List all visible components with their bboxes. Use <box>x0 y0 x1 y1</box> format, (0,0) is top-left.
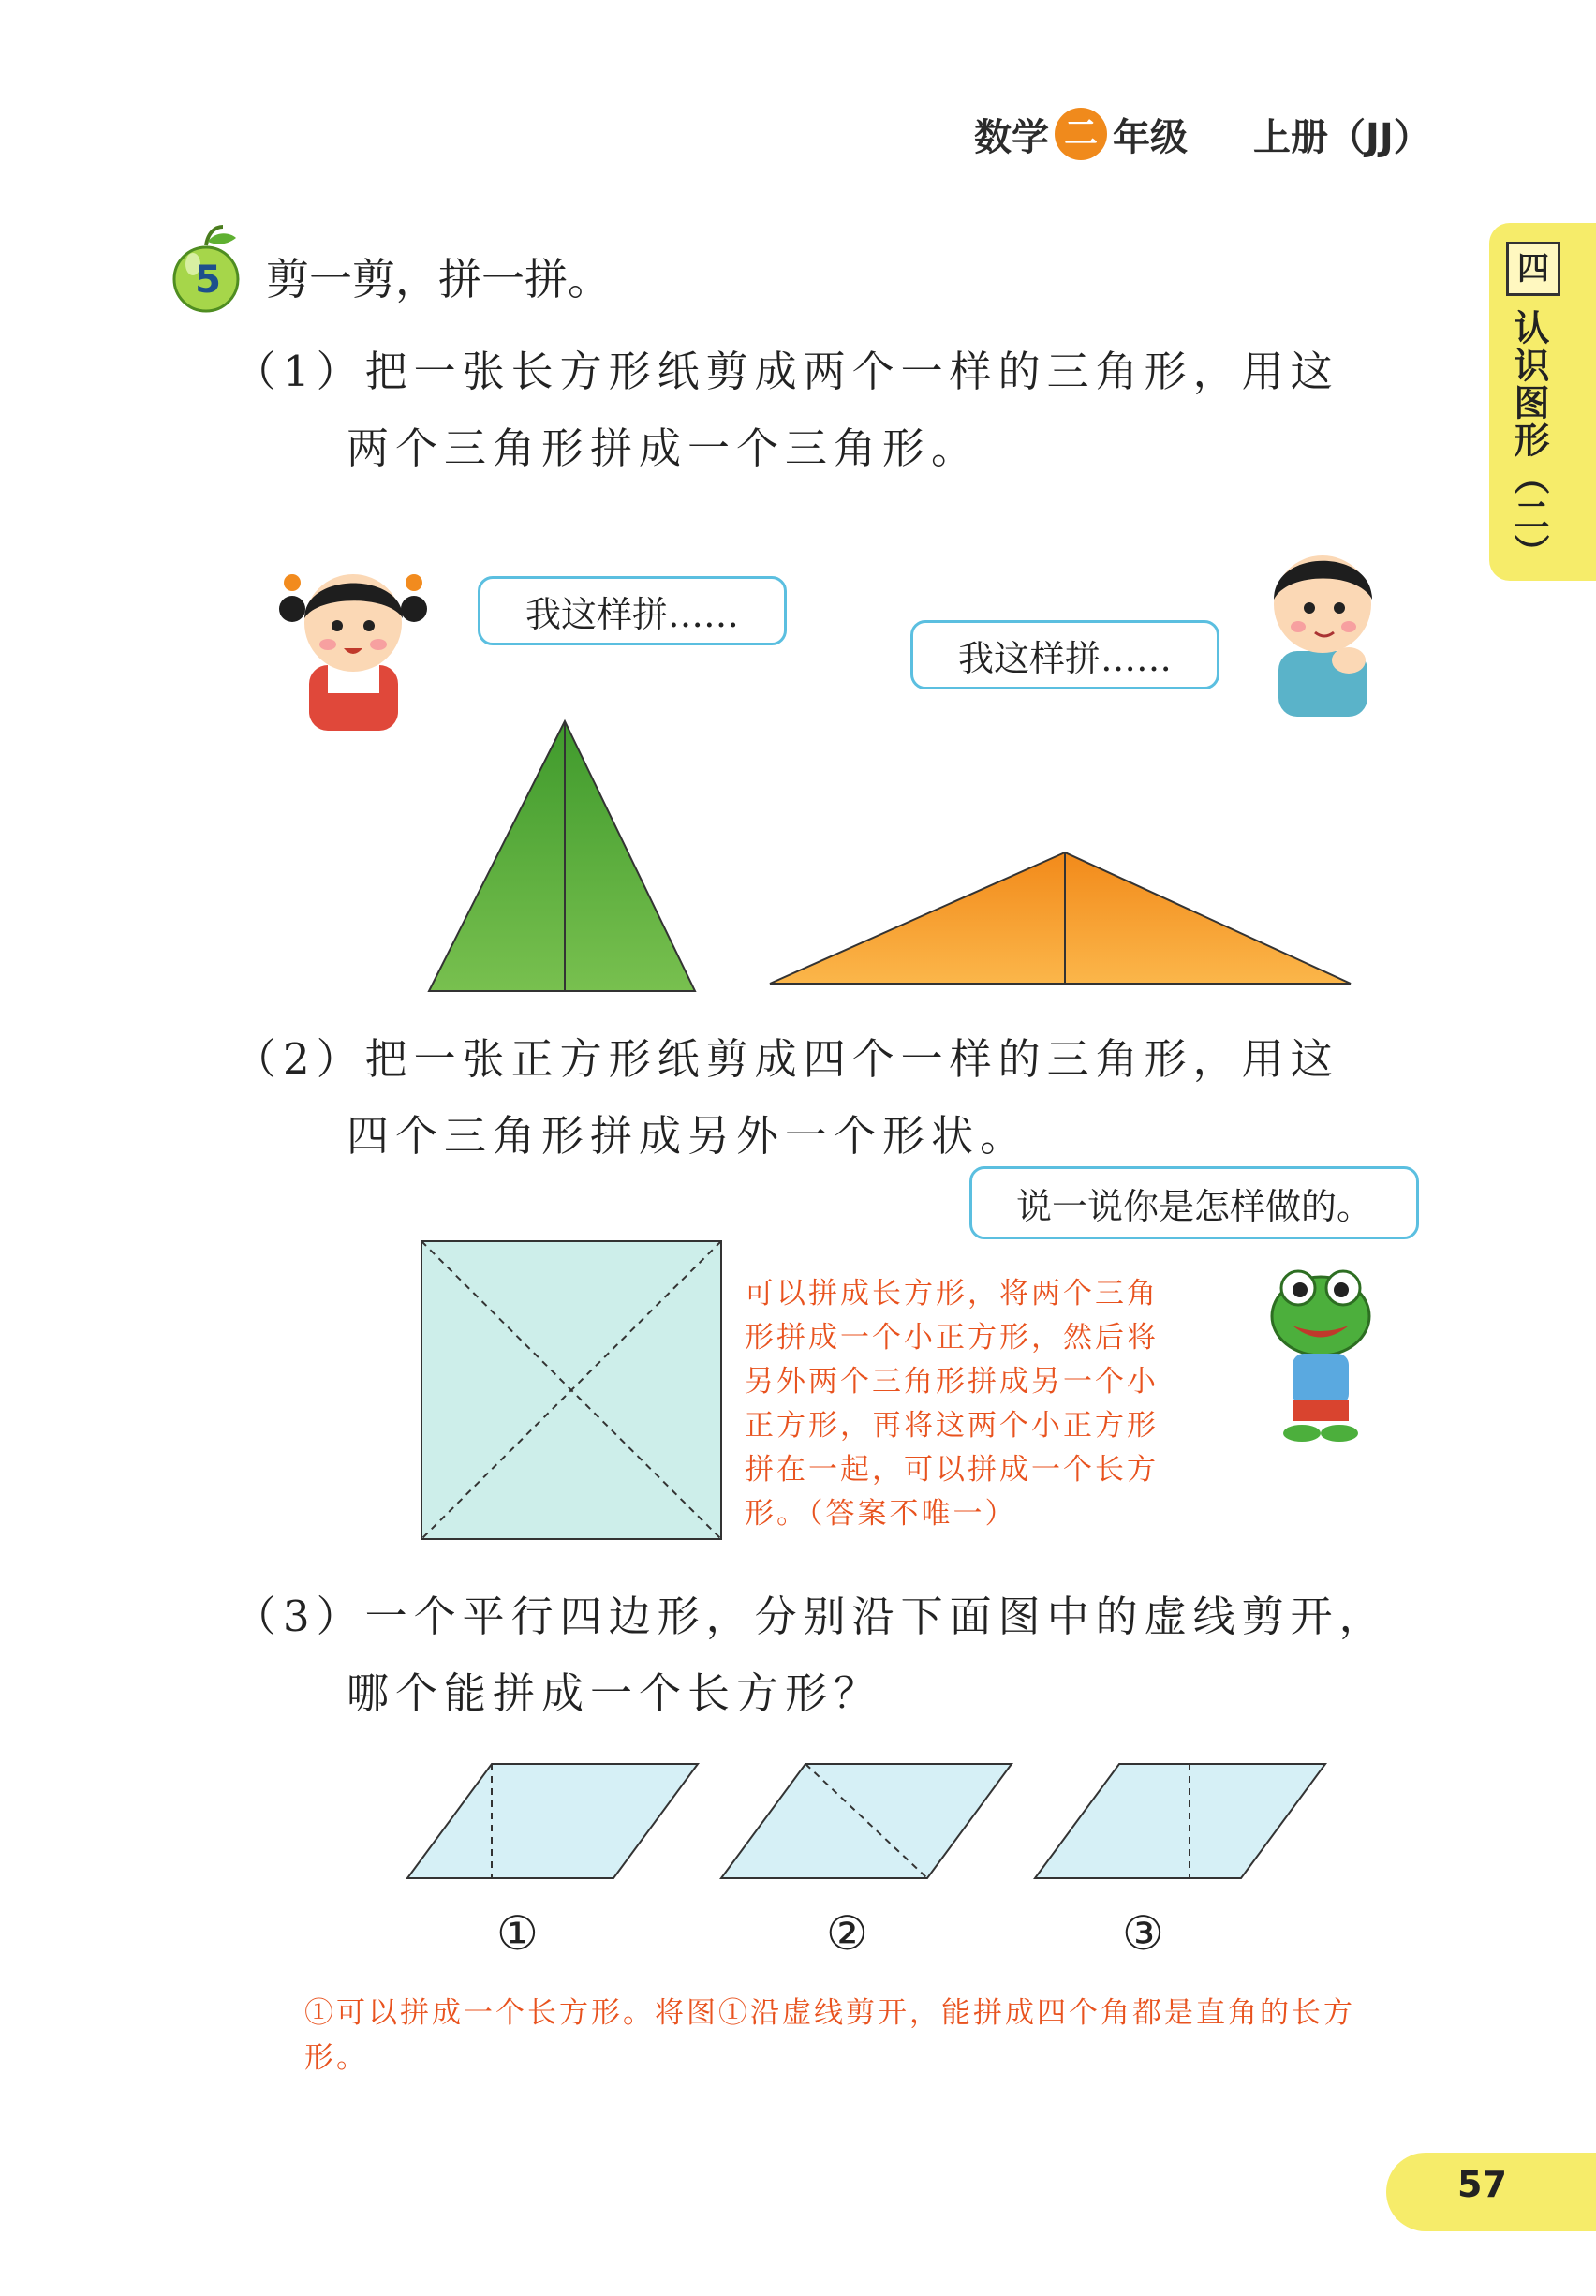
unit-title: 认识图形（二） <box>1508 309 1549 571</box>
part2-line2: 四个三角形拼成另外一个形状。 <box>347 1111 1029 1161</box>
green-triangle <box>429 721 695 991</box>
parallelogram-2 <box>721 1764 1012 1878</box>
girl-speech-bubble <box>478 576 787 645</box>
part1-line2: 两个三角形拼成一个三角形。 <box>347 423 981 473</box>
parallelogram-1 <box>407 1764 698 1878</box>
header-grade-badge: 二 <box>1055 108 1107 160</box>
part2-answer-line: 拼在一起，可以拼成一个长方 <box>745 1453 1159 1487</box>
part2-answer <box>745 1272 1159 1536</box>
frog-bubble-text: 说一说你是怎样做的。 <box>1015 1185 1372 1227</box>
part3-answer-line2: 形。 <box>304 2041 368 2075</box>
header-grade-suffix: 年级 <box>1113 115 1188 159</box>
problem-title: 剪一剪，拼一拼。 <box>266 254 611 304</box>
triangle-figures <box>412 712 1367 993</box>
unit-number: 四 <box>1506 242 1560 296</box>
frog-illustration <box>1264 1260 1377 1447</box>
figure-label-3: ③ <box>1122 1906 1164 1961</box>
header-subject: 数学 <box>974 115 1049 159</box>
boy-speech-bubble <box>910 620 1219 689</box>
problem-number: 5 <box>195 259 221 302</box>
figure-label-1: ① <box>496 1906 539 1961</box>
page-number: 57 <box>1457 2164 1507 2205</box>
part3-line2: 哪个能拼成一个长方形？ <box>347 1668 883 1718</box>
part2-answer-line: 正方形，再将这两个小正方形 <box>745 1409 1159 1443</box>
figure-label-2: ② <box>826 1906 868 1961</box>
apple-number-icon <box>170 225 242 315</box>
part2-answer-line: 另外两个三角形拼成另一个小 <box>745 1365 1159 1399</box>
frog-speech-bubble <box>969 1166 1419 1239</box>
square-diagram <box>417 1237 726 1546</box>
boy-illustration <box>1255 529 1396 717</box>
boy-bubble-text: 我这样拼…… <box>957 637 1172 679</box>
page-header <box>974 101 1431 167</box>
part2-line1: （2）把一张正方形纸剪成四个一样的三角形，用这 <box>234 1034 1339 1084</box>
orange-triangle <box>770 852 1351 984</box>
part1-line1: （1）把一张长方形纸剪成两个一样的三角形，用这 <box>234 347 1339 396</box>
part3-answer-line1: ①可以拼成一个长方形。将图①沿虚线剪开，能拼成四个角都是直角的长方 <box>304 1996 1355 2030</box>
parallelogram-3 <box>1035 1764 1325 1878</box>
part2-answer-line: 可以拼成长方形，将两个三角 <box>745 1277 1159 1311</box>
header-volume: 上册（JJ） <box>1253 115 1431 159</box>
girl-bubble-text: 我这样拼…… <box>525 593 739 635</box>
part2-answer-line: 形。（答案不唯一） <box>745 1497 1017 1531</box>
parallelogram-figures <box>403 1756 1349 1888</box>
part3-line1: （3）一个平行四边形，分别沿下面图中的虚线剪开， <box>234 1592 1388 1641</box>
girl-illustration <box>272 543 436 731</box>
part2-answer-line: 形拼成一个小正方形，然后将 <box>745 1321 1159 1355</box>
